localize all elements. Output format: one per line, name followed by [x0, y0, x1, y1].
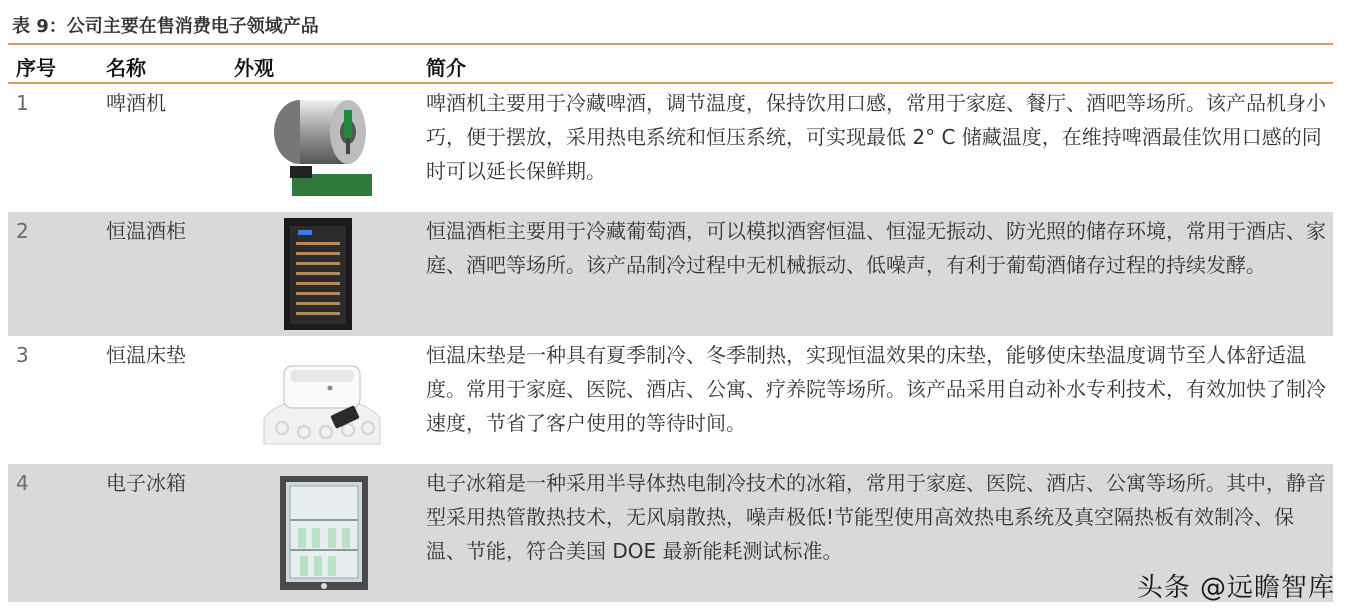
row-name: 电子冰箱 [106, 471, 186, 495]
watermark: 头条 @远瞻智库 [1136, 573, 1335, 603]
table-row [8, 464, 1333, 602]
row-desc: 电子冰箱是一种采用半导体热电制冷技术的冰箱，常用于家庭、医院、酒店、公寓等场所。其中，静音型采用热管散热技术，无风扇散热，噪声极低!节能型使用高效热电系统及真空隔热板有效制冷、保温、节能，符合美国 DOE 最新能耗测试标准。 [426, 471, 1326, 563]
row-num: 2 [16, 219, 29, 243]
table-row [8, 212, 1333, 336]
row-name: 恒温酒柜 [106, 219, 186, 243]
row-num: 3 [16, 343, 29, 367]
row-desc: 恒温床垫是一种具有夏季制冷、冬季制热，实现恒温效果的床垫，能够使床垫温度调节至人体舒适温度。常用于家庭、医院、酒店、公寓、疗养院等场所。该产品采用自动补水专利技术，有效加快了制冷速度，节省了客户使用的等待时间。 [426, 343, 1326, 435]
row-num: 4 [16, 471, 29, 495]
header-desc: 简介 [426, 56, 466, 80]
table-header [8, 46, 1333, 82]
beer-machine-image [260, 92, 380, 204]
table-row [8, 336, 1333, 464]
row-name: 啤酒机 [106, 91, 166, 115]
row-name: 恒温床垫 [106, 343, 186, 367]
title-divider [8, 43, 1333, 45]
header-look: 外观 [234, 56, 274, 80]
wine-cabinet-image [280, 216, 356, 332]
header-num: 序号 [16, 56, 56, 80]
header-name: 名称 [106, 56, 146, 80]
row-desc: 恒温酒柜主要用于冷藏葡萄酒，可以模拟酒窖恒温、恒湿无振动、防光照的储存环境，常用于酒店、家庭、酒吧等场所。该产品制冷过程中无机械振动、低噪声，有利于葡萄酒储存过程的持续发酵。 [426, 219, 1326, 277]
electronic-fridge-image [278, 474, 370, 592]
row-desc: 啤酒机主要用于冷藏啤酒，调节温度，保持饮用口感，常用于家庭、餐厅、酒吧等场所。该产品机身小巧，便于摆放，采用热电系统和恒压系统，可实现最低 2° C 储藏温度，在维持啤酒最佳饮用口感的同时可以延长保鲜期。 [426, 91, 1326, 183]
table-row [8, 84, 1333, 212]
row-num: 1 [16, 91, 29, 115]
mattress-image [260, 348, 384, 448]
table-title: 表 9：公司主要在售消费电子领域产品 [12, 16, 319, 37]
